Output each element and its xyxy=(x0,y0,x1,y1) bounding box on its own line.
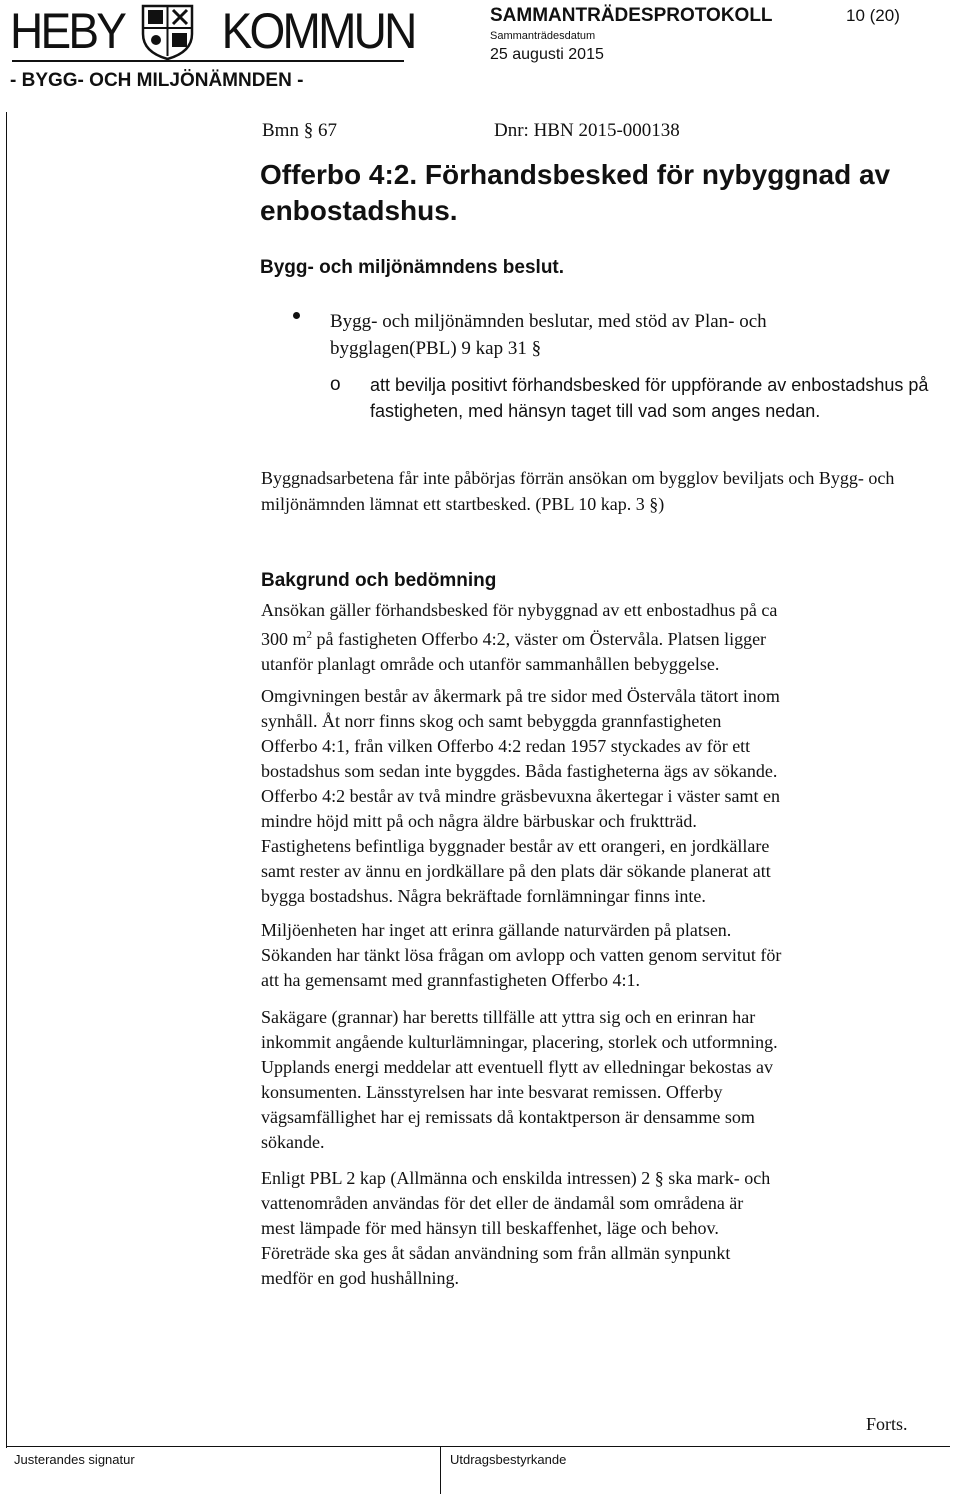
paragraph-line: mindre höjd mitt på och några äldre bärbuskar och fruktträd. xyxy=(261,811,697,831)
area-unit-superscript: 2 xyxy=(306,629,313,641)
paragraph-line: att ha gemensamt med grannfastigheten Offerbo 4:1. xyxy=(261,970,641,990)
background-paragraph-2 xyxy=(261,684,951,909)
coat-of-arms-icon xyxy=(140,4,195,60)
paragraph-line: vattenområden användas för det eller de ändamål som områdena är xyxy=(261,1193,744,1213)
area-value: 300 m xyxy=(261,629,307,649)
paragraph-line: bostadshus som sedan inte byggdes. Båda fastigheterna ägs av sökande. xyxy=(261,761,778,781)
footer-rule xyxy=(6,1446,950,1447)
paragraph-line: inkommit angående kulturlämningar, placering, storlek och utformning. xyxy=(261,1032,778,1052)
paragraph-line: medför en god hushållning. xyxy=(261,1268,459,1288)
paragraph-line: samt rester av ännu en jordkällare på den plats där sökande planerat att xyxy=(261,861,771,881)
department-name: - BYGG- OCH MILJÖNÄMNDEN - xyxy=(10,70,304,91)
case-number: Bmn § 67 xyxy=(262,120,337,141)
paragraph-line: på fastigheten Offerbo 4:2, väster om Östervåla. Platsen ligger xyxy=(316,629,767,649)
decision-heading: Bygg- och miljönämndens beslut. xyxy=(260,257,565,278)
paragraph-line: vägsamfällighet har ej remissats då kontaktperson är densamme som xyxy=(261,1107,755,1127)
paragraph-line: Fastighetens befintliga byggnader består av ett orangeri, en jordkällare xyxy=(261,836,770,856)
document-type: SAMMANTRÄDESPROTOKOLL xyxy=(490,5,773,26)
paragraph-line: utanför planlagt område och utanför sammanhållen bebyggelse. xyxy=(261,654,720,674)
meeting-date-label: Sammanträdesdatum xyxy=(490,30,596,42)
paragraph-line: Offerbo 4:1, från vilken Offerbo 4:2 redan 1957 styckades av för ett xyxy=(261,736,751,756)
decision-sub-item: att bevilja positivt förhandsbesked för uppförande av enbostadshus på fastigheten, med hänsyn taget till vad som anges nedan. xyxy=(370,375,929,421)
paragraph-line: Enligt PBL 2 kap (Allmänna och enskilda intressen) 2 § ska mark- och xyxy=(261,1168,771,1188)
sub-bullet-marker: o xyxy=(330,374,341,395)
certification-field-label: Utdragsbestyrkande xyxy=(450,1452,567,1467)
paragraph-line: Omgivningen består av åkermark på tre sidor med Östervåla tätort inom xyxy=(261,686,780,706)
paragraph-line: Upplands energi meddelar att eventuell flytt av elledningar bekostas av xyxy=(261,1057,773,1077)
background-paragraph-4 xyxy=(261,1005,951,1155)
signature-divider xyxy=(440,1446,441,1494)
paragraph-line: Ansökan gäller förhandsbesked för nybyggnad av ett enbostadhus på ca xyxy=(261,600,778,620)
paragraph-line: konsumenten. Länsstyrelsen har inte besvarat remissen. Offerby xyxy=(261,1082,723,1102)
paragraph-line: Sökanden har tänkt lösa frågan om avlopp och vatten genom servitut för xyxy=(261,945,782,965)
case-title: Offerbo 4:2. Förhandsbesked för nybyggnad av enbostadshus. xyxy=(260,159,891,226)
paragraph-line: Miljöenheten har inget att erinra gällande naturvärden på platsen. xyxy=(261,920,732,940)
signature-field-label: Justerandes signatur xyxy=(14,1452,135,1467)
background-paragraph-1 xyxy=(261,598,951,677)
paragraph-line: Offerbo 4:2 består av två mindre gräsbevuxna åkertegar i väster samt en xyxy=(261,786,780,806)
decision-condition: Byggnadsarbetena får inte påbörjas förrän ansökan om bygglov beviljats och Bygg- och miljönämnden lämnat ett startbesked. (PBL 10 kap. 3 §) xyxy=(261,468,895,514)
case-reference xyxy=(262,120,680,142)
paragraph-line: bygga bostadshus. Några bekräftade fornlämningar finns inte. xyxy=(261,886,706,906)
continued-label: Forts. xyxy=(866,1414,908,1434)
paragraph-line: synhåll. Åt norr finns skog och samt bebyggda grannfastigheten xyxy=(261,711,722,731)
paragraph-line-area xyxy=(261,623,951,652)
background-paragraph-5 xyxy=(261,1166,951,1291)
meeting-date: 25 augusti 2015 xyxy=(490,46,604,63)
background-heading: Bakgrund och bedömning xyxy=(261,570,497,591)
logo-word-heby: HEBY xyxy=(10,3,125,59)
paragraph-line: Sakägare (grannar) har beretts tillfälle att yttra sig och en erinran har xyxy=(261,1007,756,1027)
logo-word-kommun: KOMMUN xyxy=(221,3,415,59)
bullet-icon xyxy=(293,312,300,319)
left-margin-rule xyxy=(6,112,7,1448)
decision-bullet: Bygg- och miljönämnden beslutar, med stöd av Plan- och bygglagen(PBL) 9 kap 31 § xyxy=(330,311,767,359)
page-number: 10 (20) xyxy=(846,6,900,25)
paragraph-line: mest lämpade för med hänsyn till beskaffenhet, läge och behov. xyxy=(261,1218,719,1238)
logo-underline xyxy=(12,60,404,62)
paragraph-line: Företräde ska ges åt sådan användning som från allmän synpunkt xyxy=(261,1243,731,1263)
paragraph-line: sökande. xyxy=(261,1132,325,1152)
diary-number: Dnr: HBN 2015-000138 xyxy=(494,120,680,141)
background-paragraph-3 xyxy=(261,918,951,993)
